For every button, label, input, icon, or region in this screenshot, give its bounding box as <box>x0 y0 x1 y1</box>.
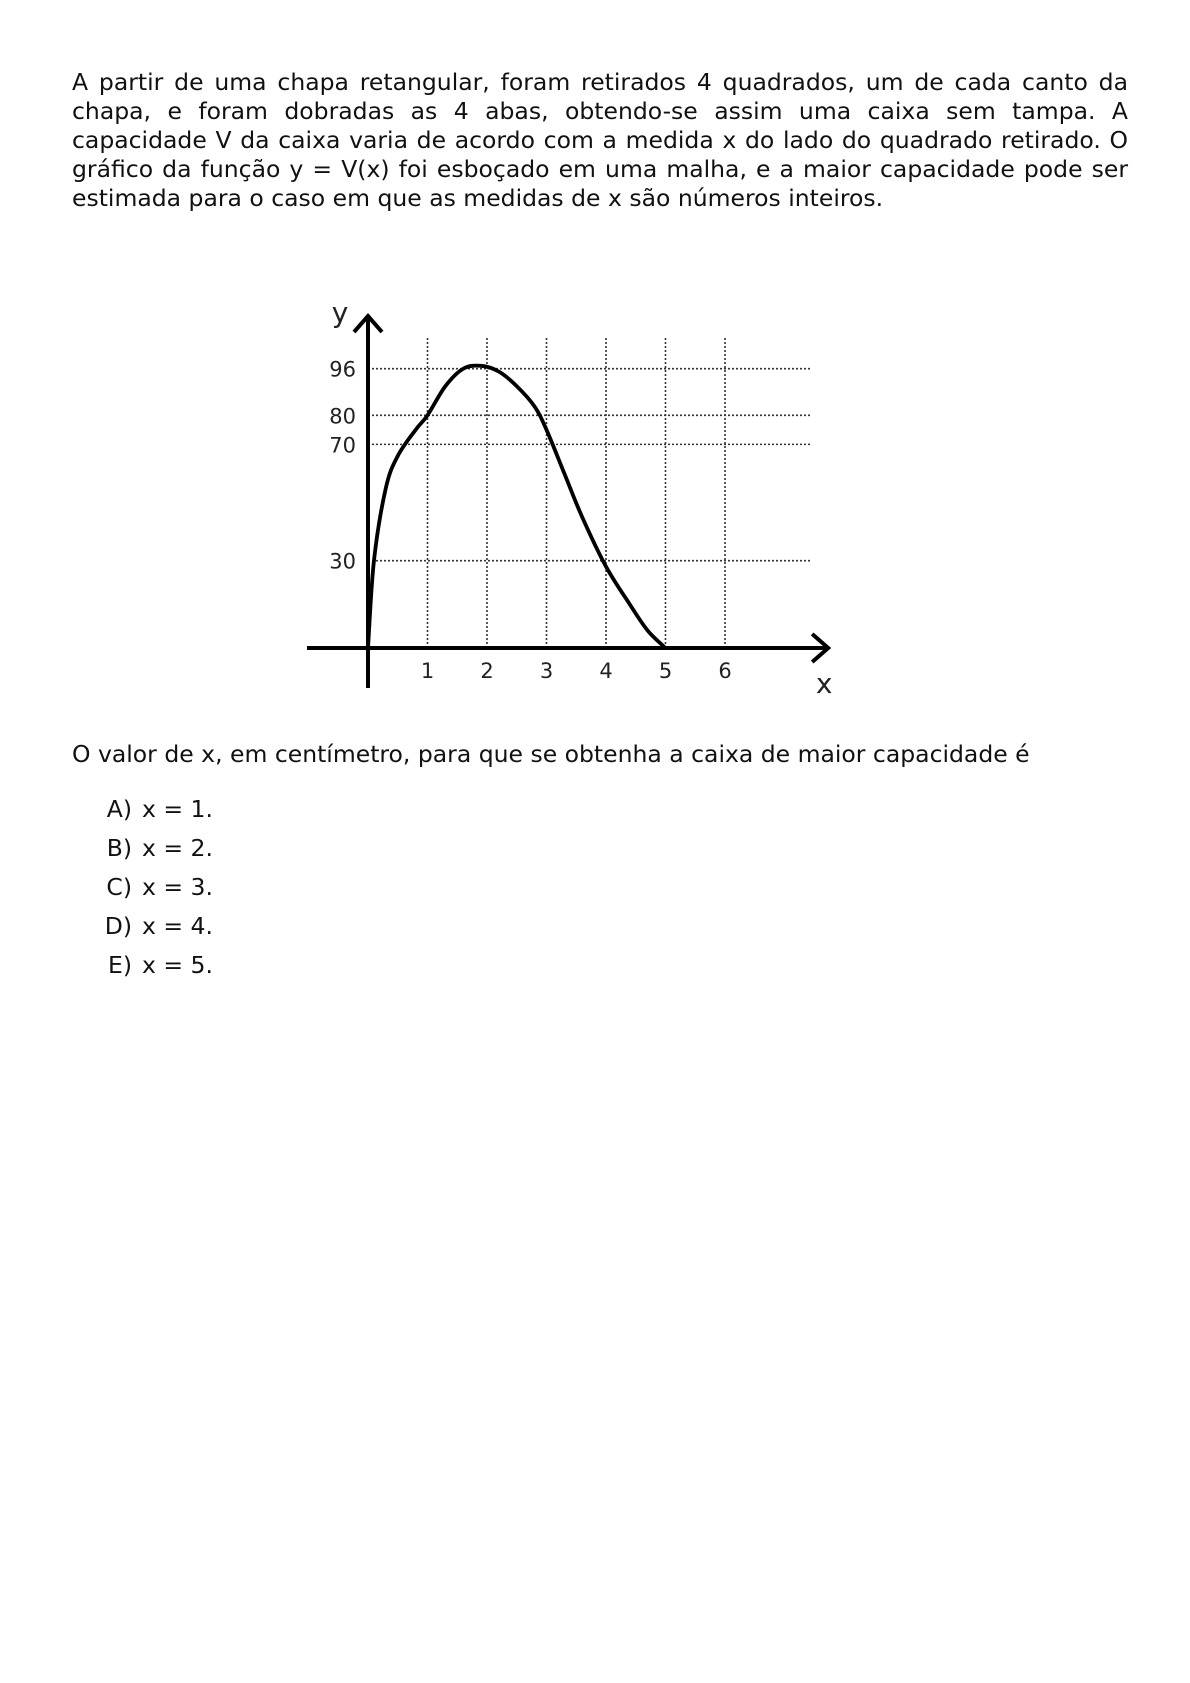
question-prompt: O valor de x, em centímetro, para que se obtenha a caixa de maior capacidade é <box>72 740 1030 768</box>
x-axis-label: x <box>815 667 833 700</box>
option-text: x = 2. <box>142 834 213 862</box>
option-letter: C) <box>106 873 132 901</box>
option-letter: D) <box>104 912 132 940</box>
y-tick-label: 80 <box>329 404 356 429</box>
answer-options <box>90 795 213 990</box>
x-tick-label: 1 <box>420 659 435 683</box>
option-d[interactable] <box>90 912 213 951</box>
y-axis-label: y <box>331 296 349 329</box>
question-text: A partir de uma chapa retangular, foram retirados 4 quadrados, um de cada canto da chapa, e foram dobradas as 4 abas, obtendo-se assim uma caixa sem tampa. A capacidade V da caixa varia de acordo com a medida x do lado do quadrado retirado. O gráfico da função y = V(x) foi esboçado em uma malha, e a maior capacidade pode ser estimada para o caso em que as medidas de x são números inteiros. <box>72 68 1128 212</box>
y-tick-label: 70 <box>329 433 356 458</box>
option-a[interactable] <box>90 795 213 834</box>
x-tick-label: 6 <box>718 659 732 683</box>
option-text: x = 5. <box>142 951 213 979</box>
x-tick-label: 2 <box>480 659 494 683</box>
function-graph <box>305 258 905 708</box>
function-curve <box>368 366 666 648</box>
x-tick-label: 4 <box>599 659 613 683</box>
option-text: x = 1. <box>142 795 213 823</box>
x-tick-label: 5 <box>658 659 673 683</box>
option-c[interactable] <box>90 873 213 912</box>
option-letter: B) <box>106 834 132 862</box>
option-letter: E) <box>107 951 132 979</box>
x-tick-label: 3 <box>539 659 554 683</box>
option-b[interactable] <box>90 834 213 873</box>
y-tick-label: 96 <box>329 357 356 382</box>
graph-svg <box>305 258 905 708</box>
option-text: x = 3. <box>142 873 213 901</box>
option-e[interactable] <box>90 951 213 990</box>
option-text: x = 4. <box>142 912 213 940</box>
option-letter: A) <box>106 795 132 823</box>
y-tick-label: 30 <box>329 549 356 574</box>
